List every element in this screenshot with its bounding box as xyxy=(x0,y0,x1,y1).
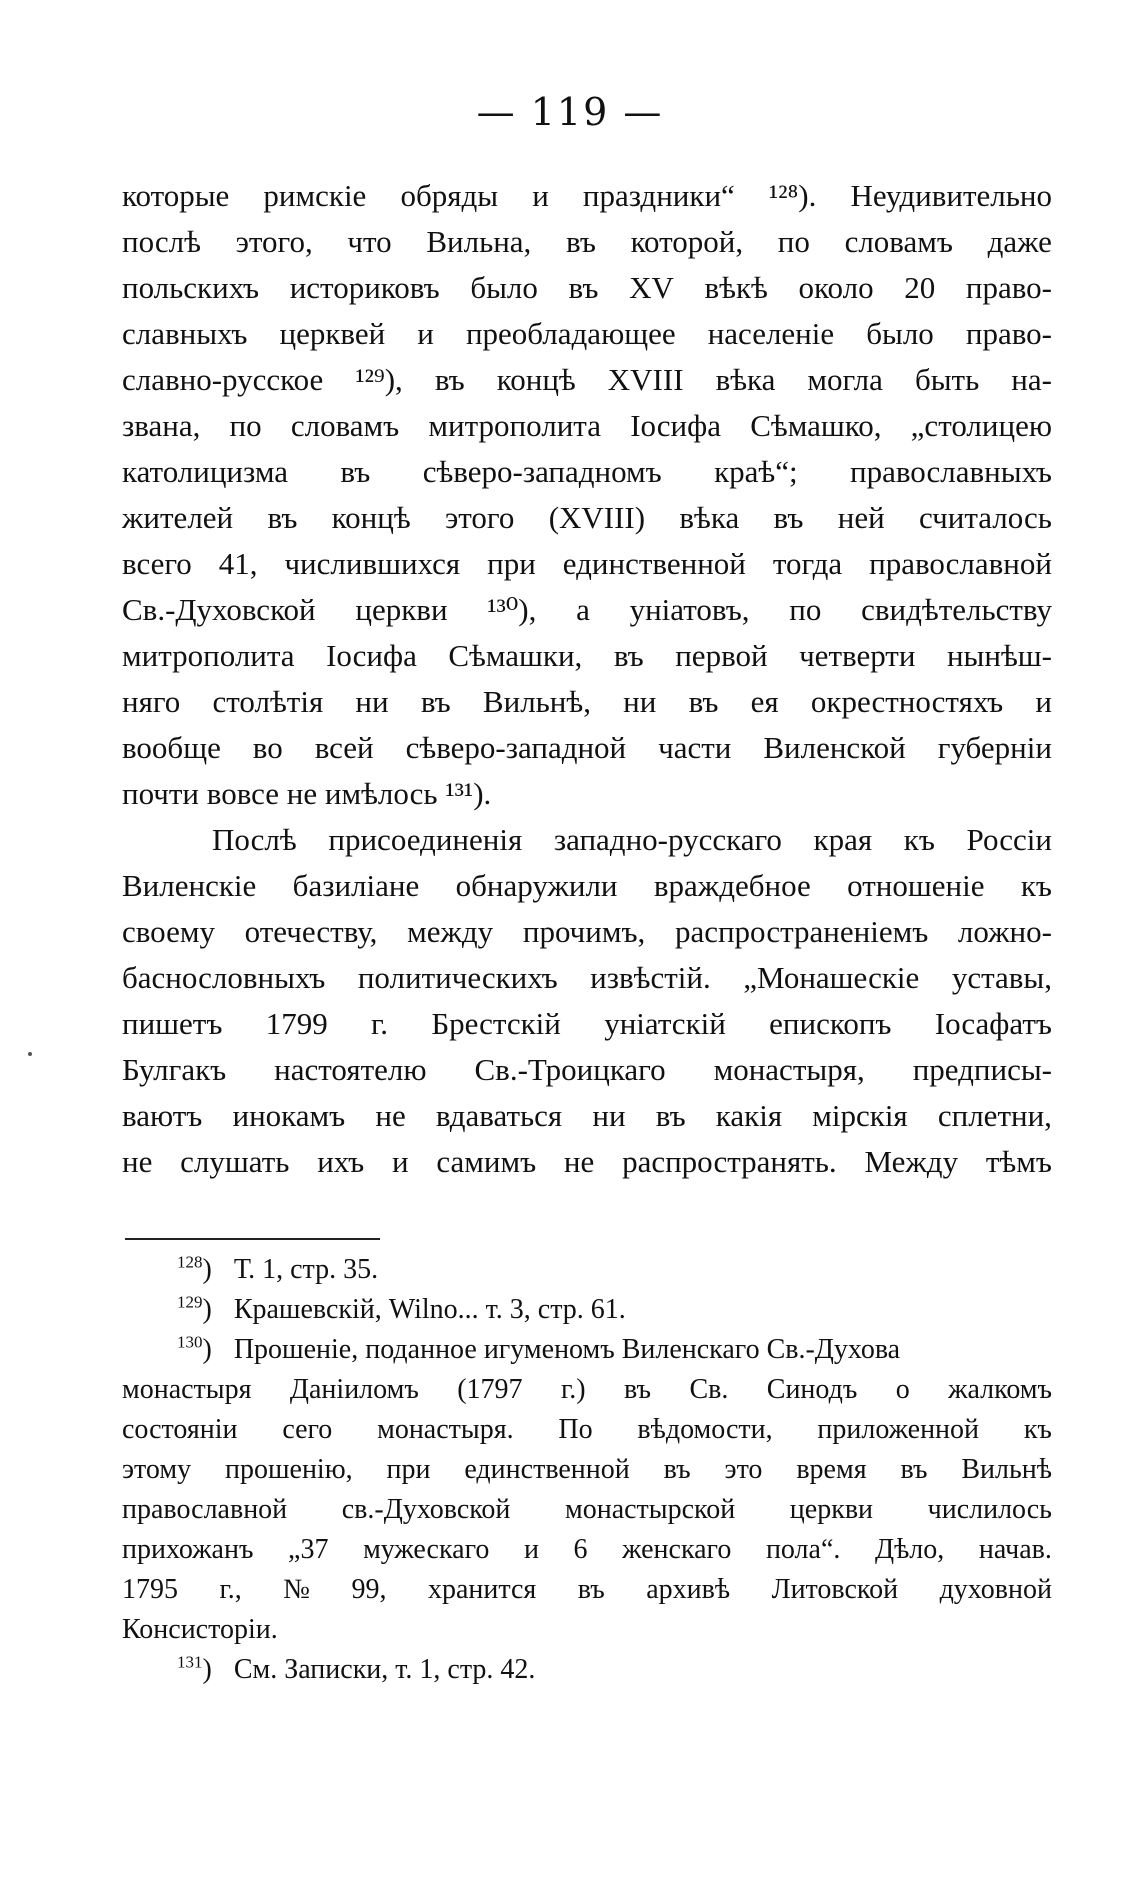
footnote-text: Крашевскій, Wilno... т. 3, стр. 61. xyxy=(233,1294,626,1325)
footnote-129: $^{129}$) Крашевскій, Wilno... т. 3, стр. 61. xyxy=(177,1292,626,1325)
footnote-text-line: монастыря Даніиломъ (1797 г.) въ Св. Синодъ о жалкомъ xyxy=(122,1374,1052,1405)
footnote-text-line: этому прошенію, при единственной въ это время въ Вильнѣ xyxy=(122,1454,1052,1485)
footnote-text-line: Консисторіи. xyxy=(122,1614,278,1645)
text-line: славно-русское ¹²⁹), въ концѣ XVIII вѣка могла быть на- xyxy=(122,362,1052,397)
text-line: Булгакъ настоятелю Св.-Троицкаго монастыря, предписы- xyxy=(122,1052,1052,1087)
text-line: звана, по словамъ митрополита Іосифа Сѣмашко, „столицею xyxy=(122,408,1052,443)
page-speck xyxy=(28,1052,32,1056)
footnote-131: $^{131}$) См. Записки, т. 1, стр. 42. xyxy=(177,1652,536,1685)
text-line: польскихъ историковъ было въ XV вѣкѣ около 20 право- xyxy=(122,270,1052,305)
text-line: митрополита Іосифа Сѣмашки, въ первой четверти нынѣш- xyxy=(122,638,1052,673)
footnote-130: $^{130}$) Прошеніе, поданное игуменомъ Виленскаго Св.-Духова xyxy=(177,1332,901,1365)
text-line: католицизма въ сѣверо-западномъ краѣ“; православныхъ xyxy=(122,454,1052,489)
text-line: всего 41, числившихся при единственной тогда православной xyxy=(122,546,1052,581)
text-line: которые римскіе обряды и праздники“ ¹²⁸). Неудивительно xyxy=(122,178,1052,213)
text-line: вообще во всей сѣверо-западной части Виленской губерніи xyxy=(122,730,1052,765)
text-line: не слушать ихъ и самимъ не распространять. Между тѣмъ xyxy=(122,1144,1052,1179)
footnote-number: 129 xyxy=(177,1292,203,1312)
footnotes xyxy=(122,1254,1052,1694)
text-line: Св.-Духовской церкви ¹³⁰), а уніатовъ, по свидѣтельству xyxy=(122,592,1052,627)
footnote-number: 131 xyxy=(177,1652,203,1672)
footnote-text: Т. 1, стр. 35. xyxy=(233,1254,379,1285)
text-line: Послѣ присоединенія западно-русскаго края къ Россіи xyxy=(212,822,1052,857)
text-line: славныхъ церквей и преобладающее населеніе было право- xyxy=(122,316,1052,351)
text-line: жителей въ концѣ этого (XVIII) вѣка въ ней считалось xyxy=(122,500,1052,535)
text-line: своему отечеству, между прочимъ, распространеніемъ ложно- xyxy=(122,914,1052,949)
text-line: Виленскіе базиліане обнаружили враждебное отношеніе къ xyxy=(122,868,1052,903)
footnote-text-line: прихожанъ „37 мужескаго и 6 женскаго пола“. Дѣло, начав. xyxy=(122,1534,1052,1565)
page-number: — 119 — xyxy=(476,90,664,134)
text-line: няго столѣтія ни въ Вильнѣ, ни въ ея окрестностяхъ и xyxy=(122,684,1052,719)
footnote-text: См. Записки, т. 1, стр. 42. xyxy=(233,1654,536,1685)
text-line: почти вовсе не имѣлось ¹³¹). xyxy=(122,776,492,811)
text-line: баснословныхъ политическихъ извѣстій. „Монашескіе уставы, xyxy=(122,960,1052,995)
footnote-text-line: православной св.-Духовской монастырской церкви числилось xyxy=(122,1494,1052,1525)
text-line: ваютъ инокамъ не вдаваться ни въ какія мірскія сплетни, xyxy=(122,1098,1052,1133)
footnote-text-line: 1795 г., № 99, хранится въ архивѣ Литовской духовной xyxy=(122,1574,1052,1605)
footnote-number: 130 xyxy=(177,1332,203,1352)
footnote-number: 128 xyxy=(177,1252,203,1272)
text-line: послѣ этого, что Вильна, въ которой, по словамъ даже xyxy=(122,224,1052,259)
footnote-divider xyxy=(125,1238,380,1240)
footnote-text-line: состояніи сего монастыря. По вѣдомости, приложенной къ xyxy=(122,1414,1052,1445)
footnote-text: Прошеніе, поданное игуменомъ Виленскаго Св.-Духова xyxy=(233,1334,901,1365)
text-line: пишетъ 1799 г. Брестскій уніатскій епископъ Іосафатъ xyxy=(122,1006,1052,1041)
footnote-128: $^{128}$) Т. 1, стр. 35. xyxy=(177,1252,379,1285)
body-text xyxy=(122,178,1052,1190)
